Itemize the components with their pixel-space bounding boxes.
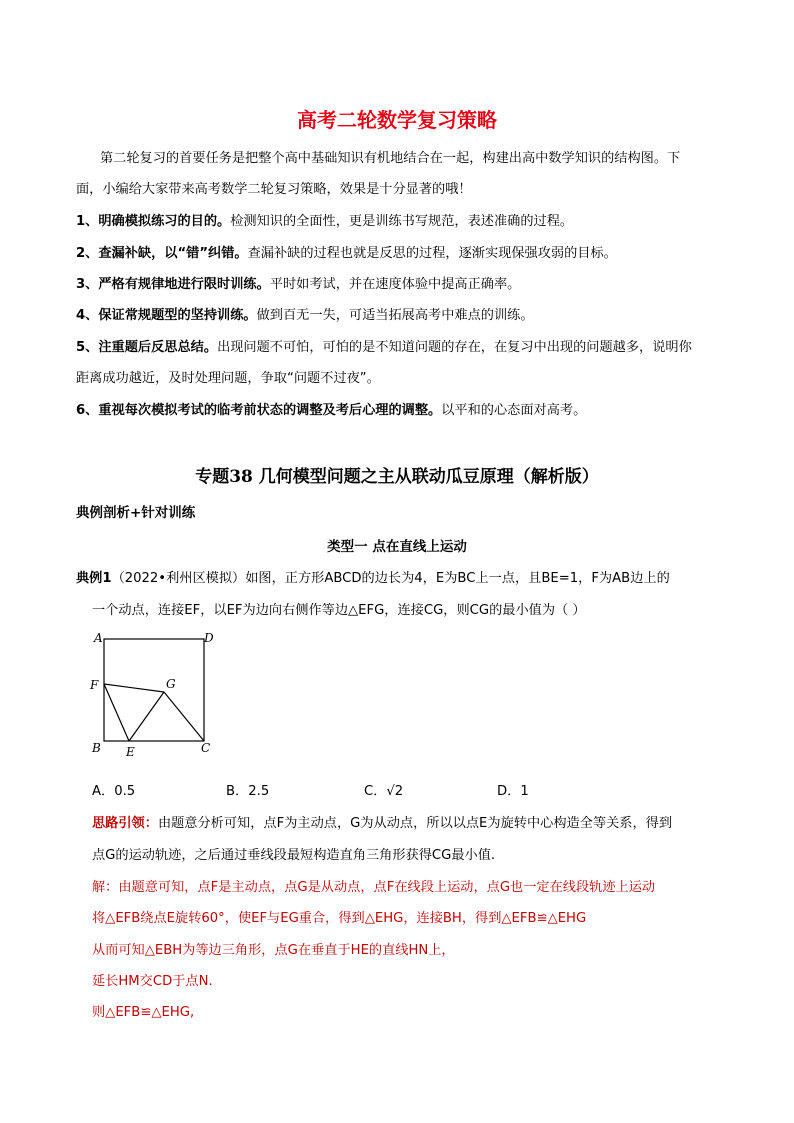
label-c: C (201, 741, 211, 755)
strategy-4 (76, 304, 534, 323)
strategy-3-head: 3、严格有规律地进行限时训练。 (76, 277, 270, 292)
option-b-value: 2.5 (248, 784, 270, 799)
option-a-value: 0.5 (114, 784, 136, 799)
strategy-4-head: 4、保证常规题型的坚持训练。 (76, 308, 257, 323)
strategy-4-body: 做到百无一失，可适当拓展高考中难点的训练。 (256, 308, 534, 323)
segment-fe (104, 684, 129, 741)
option-d-letter: D． (497, 784, 521, 799)
label-a: A (94, 631, 103, 645)
label-d: D (204, 631, 214, 645)
strategy-2-head: 2、查漏补缺，以“错”纠错。 (76, 246, 248, 261)
example-line-1 (76, 567, 670, 586)
hint-label: 思路引领： (92, 816, 158, 831)
intro-line-1: 第二轮复习的首要任务是把整个高中基础知识有机地结合在一起，构建出高中数学知识的结构图。下 (100, 151, 681, 166)
solution-line-5: 则△EFB≌△EHG, (92, 1005, 195, 1020)
strategy-2 (76, 242, 617, 261)
solution-line-1: 解：由题意可知，点F是主动点，点G是从动点，点F在线段上运动，点G也一定在线段轨迹上运动 (92, 880, 656, 895)
label-e: E (126, 745, 135, 759)
option-a-letter: A． (92, 784, 115, 799)
hint-text-1: 由题意分析可知，点F为主动点，G为从动点，所以以点E为旋转中心构造全等关系，得到 (157, 816, 673, 831)
strategy-1-head: 1、明确模拟练习的目的。 (76, 214, 231, 229)
label-f: F (90, 678, 99, 692)
option-c-letter: C． (364, 784, 387, 799)
section-label: 典例剖析+针对训练 (76, 505, 196, 521)
option-b-letter: B． (226, 784, 249, 799)
strategy-5 (76, 336, 692, 355)
page-title: 高考二轮数学复习策略 (297, 108, 497, 132)
label-g: G (166, 677, 176, 691)
segment-fg (104, 684, 164, 692)
strategy-1 (76, 210, 573, 229)
type-title: 类型一 点在直线上运动 (327, 539, 467, 555)
strategy-6-body: 以平和的心态面对高考。 (441, 403, 587, 418)
segment-eg (129, 692, 164, 741)
strategy-3 (76, 273, 520, 292)
geometry-figure (84, 625, 224, 760)
strategy-5-head: 5、注重题后反思总结。 (76, 340, 218, 355)
option-a (92, 780, 135, 799)
example-line-2: 一个动点，连接EF，以EF为边向右侧作等边△EFG，连接CG，则CG的最小值为（ ） (92, 603, 586, 618)
strategy-2-body: 查漏补缺的过程也就是反思的过程，逐渐实现保强攻弱的目标。 (247, 246, 617, 261)
solution-line-2: 将△EFB绕点E旋转60°，使EF与EG重合，得到△EHG，连接BH，得到△EFB≌△EHG (92, 911, 587, 926)
option-c (364, 780, 403, 799)
intro-line-2: 面，小编给大家带来高考数学二轮复习策略，效果是十分显著的哦！ (76, 182, 472, 197)
example-label: 典例1 (76, 571, 112, 586)
strategy-3-body: 平时如考试，并在速度体验中提高正确率。 (269, 277, 521, 292)
hint-line-2: 点G的运动轨迹，之后通过垂线段最短构造直角三角形获得CG最小值. (92, 848, 496, 863)
solution-line-3: 从而可知△EBH为等边三角形，点G在垂直于HE的直线HN上， (92, 943, 455, 958)
strategy-1-body: 检测知识的全面性，更是训练书写规范，表述准确的过程。 (230, 214, 574, 229)
segment-gc (164, 692, 204, 741)
example-text-1: （2022•利州区模拟）如图，正方形ABCD的边长为4，E为BC上一点，且BE=1，F为AB边上的 (111, 571, 670, 586)
option-d-value: 1 (520, 784, 529, 799)
hint-line-1 (92, 812, 672, 831)
option-d (497, 780, 529, 799)
strategy-6-head: 6、重视每次模拟考试的临考前状态的调整及考后心理的调整。 (76, 403, 442, 418)
option-c-value: √2 (386, 784, 404, 799)
option-b (226, 780, 269, 799)
strategy-5-continued: 距离成功越近，及时处理问题，争取“问题不过夜”。 (76, 371, 380, 386)
label-b: B (92, 741, 101, 755)
square-abcd (104, 639, 204, 741)
solution-line-4: 延长HM交CD于点N. (92, 974, 213, 989)
topic-title: 专题38 几何模型问题之主从联动瓜豆原理（解析版） (195, 467, 599, 487)
strategy-6 (76, 399, 586, 418)
strategy-5-body: 出现问题不可怕，可怕的是不知道问题的存在，在复习中出现的问题越多，说明你 (217, 340, 692, 355)
